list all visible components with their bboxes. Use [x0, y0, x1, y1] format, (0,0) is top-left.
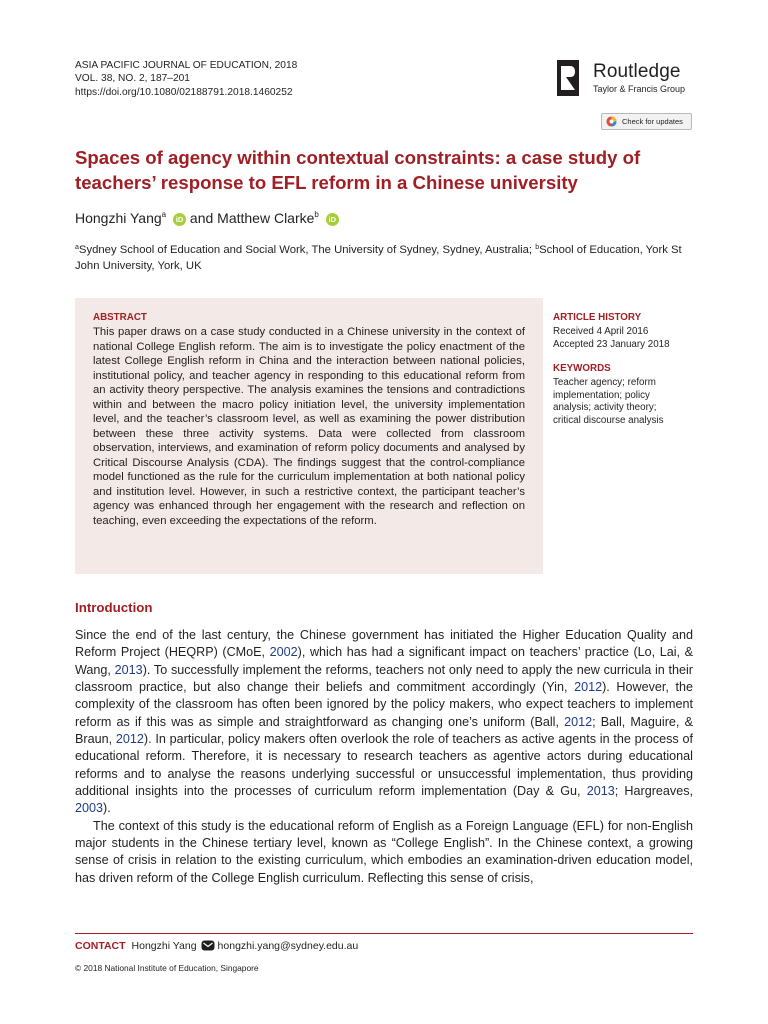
author-conjunction: and [189, 210, 214, 226]
keywords-line: analysis; activity theory; [553, 402, 657, 413]
keywords-line: critical discourse analysis [553, 414, 664, 426]
citation-link[interactable]: 2012 [564, 714, 593, 729]
journal-name: ASIA PACIFIC JOURNAL OF EDUCATION, 2018 [75, 60, 298, 71]
keywords-line: Teacher agency; reform [553, 377, 656, 388]
received-date: Received 4 April 2016 [553, 326, 649, 337]
citation-link[interactable]: 2003 [75, 801, 104, 816]
citation-link[interactable]: 2013 [114, 662, 143, 677]
citation-link[interactable]: 2013 [586, 784, 615, 799]
keywords-line: implementation; policy [553, 389, 650, 401]
journal-doi-link[interactable]: https://doi.org/10.1080/02188791.2018.1460252 [75, 86, 293, 98]
check-for-updates-button[interactable] [601, 113, 692, 130]
email-icon [201, 940, 215, 951]
crossmark-icon [606, 116, 617, 127]
introduction-body [75, 627, 693, 887]
affiliation-marker: b [314, 210, 319, 219]
text-run: ; Hargreaves, [614, 784, 693, 799]
paragraph [75, 627, 693, 818]
author-name[interactable]: Hongzhi Yang [75, 210, 162, 226]
affiliation-b: School of Education, York St John University, York, UK [75, 244, 682, 272]
affiliation-a: Sydney School of Education and Social Work, The University of Sydney, Sydney, Australia; [78, 244, 536, 256]
paragraph: The context of this study is the educational reform of English as a Foreign Language (EFL) for non-English major students in the Chinese tertiary level, known as “College English”. In the Chinese context, a growing sense of crisis in relation to the existing curriculum, which embodies an examination-driven education model, has driven reform of the College English curriculum. Reflecting this sense of crisis, [75, 818, 693, 885]
journal-header [75, 59, 297, 99]
article-title: Spaces of agency within contextual constraints: a case study of teachers’ response to EFL reform in a Chinese university [75, 147, 641, 193]
orcid-icon[interactable]: iD [326, 213, 339, 226]
text-run: ; Ball, Maguire, & Braun, [75, 714, 693, 747]
contact-name: Hongzhi Yang [131, 940, 197, 952]
check-for-updates-label: Check for updates [622, 117, 683, 126]
author-line [75, 210, 339, 226]
abstract-heading: ABSTRACT [93, 312, 147, 323]
affiliation-marker: a [75, 244, 79, 251]
text-run: ). In particular, policy makers often overlook the role of teachers as active agents in the process of educational reform. Therefore, it is necessary to research teachers as agentive actors during educational reforms and to analyse the reasons underlying successful or unsuccessful implementation, thus providing additional insights into the processes of curriculum reform implementation (Day & Gu, [75, 732, 693, 799]
svg-text:R: R [566, 90, 570, 94]
citation-link[interactable]: 2002 [269, 645, 298, 660]
contact-label: CONTACT [75, 940, 126, 952]
copyright-notice: © 2018 National Institute of Education, Singapore [75, 963, 259, 973]
text-run: ). [103, 801, 111, 816]
journal-volume: VOL. 38, NO. 2, 187–201 [75, 73, 190, 85]
keywords-list [553, 377, 664, 427]
text-run: ), which has had a significant impact on teachers’ practice (Lo, Lai, & Wang, [75, 645, 693, 677]
orcid-icon[interactable]: iD [173, 213, 186, 226]
routledge-logo-icon [557, 60, 579, 96]
contact-line [75, 940, 358, 952]
citation-link[interactable]: 2012 [574, 680, 603, 695]
text-run: Since the end of the last century, the Chinese government has initiated the Higher Education Quality and Reform Project (HEQRP) (CMoE, [75, 628, 693, 660]
section-heading-introduction: Introduction [75, 600, 153, 615]
abstract-text: This paper draws on a case study conducted in a Chinese university in the context of national College English reform. The aim is to investigate the policy enactment of the latest College English reform in China and the interaction between national policies, institutional policy, and teacher agency in responding to this educational reform from an activity theory perspective. The analysis examines the tensions and contradictions within and between the macro policy initiation level, the university implementation level, and the teacher’s classroom level, as well as examining the power distribution between these three activity systems. Data were collected from classroom observation, interviews, and examination of reform policy documents and analysed by Critical Discourse Analysis (CDA). The findings suggest that the control-compliance model functioned as the rule for the curriculum implementation at both national policy and institution level. However, in such a restrictive context, the participant teacher’s agency was enhanced through her engagement with the research and reflection on teaching, even exceeding the expectations of the reform. [93, 326, 525, 527]
affiliation-marker: a [161, 210, 167, 219]
article-history [553, 326, 670, 351]
contact-email-link[interactable]: hongzhi.yang@sydney.edu.au [217, 940, 359, 952]
affiliations [75, 240, 695, 274]
citation-link[interactable]: 2012 [115, 732, 144, 747]
text-run: ). However, the complexity of the classroom has often been ignored by the policy makers, who expect teachers to implement reform as if this was as simple and straightforward as changing one’s uniform (Ball, [75, 680, 693, 729]
text-run: ). To successfully implement the reforms, teachers not only need to apply the new curricula in their classroom practice, but also change their beliefs and commitment accordingly (Yin, [75, 662, 693, 695]
affiliation-marker: b [535, 244, 540, 251]
footer-divider [75, 933, 693, 934]
publisher-logo[interactable] [557, 58, 697, 98]
keywords-heading: KEYWORDS [553, 363, 611, 374]
publisher-name: Routledge [593, 61, 681, 82]
accepted-date: Accepted 23 January 2018 [553, 338, 670, 350]
article-history-heading: ARTICLE HISTORY [553, 312, 642, 323]
publisher-group: Taylor & Francis Group [593, 84, 686, 94]
author-name[interactable]: Matthew Clarke [217, 210, 315, 226]
